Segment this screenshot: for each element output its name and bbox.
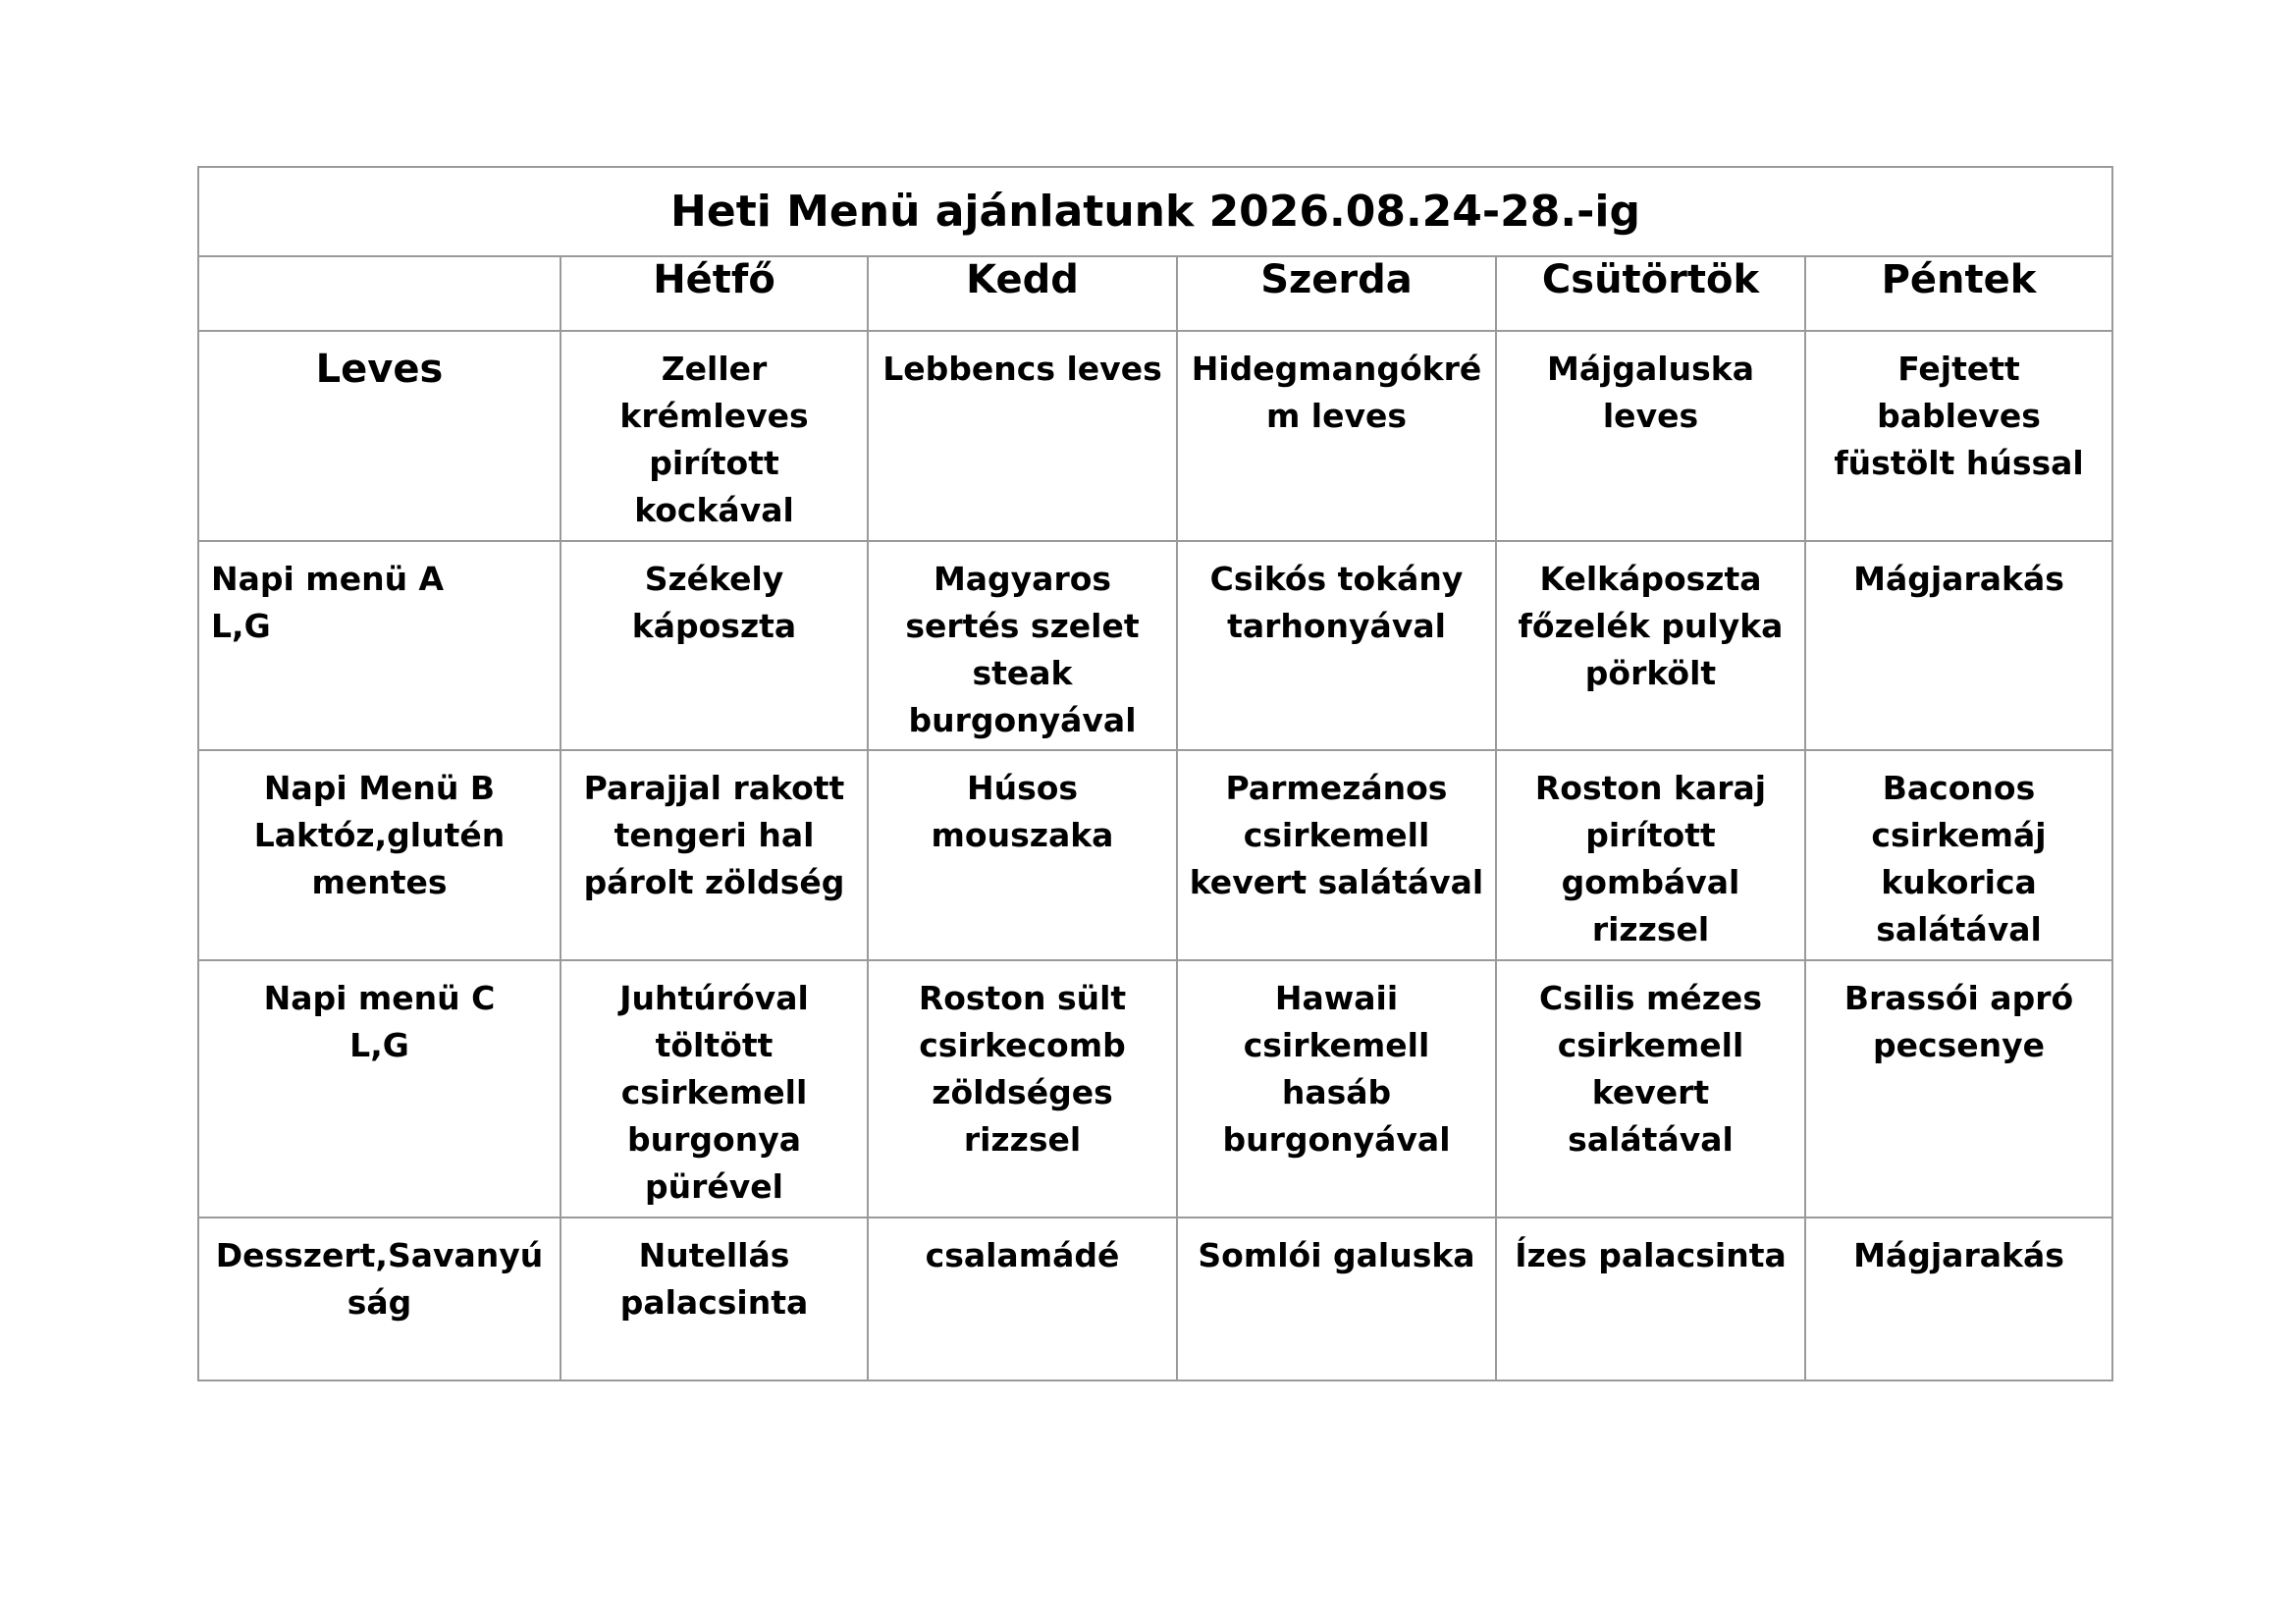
corner-cell — [198, 256, 561, 331]
dish-text: Hidegmangókré m leves — [1191, 350, 1482, 435]
menu-cell-b-tuesday — [868, 750, 1177, 960]
dish-text: Parajjal rakott tengeri hal párolt zöldség — [583, 769, 845, 901]
dish-text: csalamádé — [925, 1236, 1120, 1274]
dish-text: Nutellás palacsinta — [619, 1236, 809, 1322]
menu-cell-soup-tuesday — [868, 331, 1177, 541]
menu-cell-c-thursday — [1496, 960, 1805, 1217]
table-row-menu-c — [198, 960, 2112, 1217]
menu-cell-dessert-monday — [561, 1217, 868, 1380]
menu-cell-dessert-friday — [1805, 1217, 2112, 1380]
menu-cell-soup-wednesday — [1177, 331, 1496, 541]
menu-cell-b-monday — [561, 750, 868, 960]
menu-cell-a-thursday — [1496, 541, 1805, 750]
dish-text: Kelkáposzta főzelék pulyka pörkölt — [1518, 560, 1784, 692]
menu-cell-a-friday — [1805, 541, 2112, 750]
menu-cell-a-tuesday — [868, 541, 1177, 750]
row-label-menu-b — [198, 750, 561, 960]
row-label-text: Desszert,Savanyú ság — [215, 1236, 544, 1322]
menu-cell-soup-thursday — [1496, 331, 1805, 541]
table-row-soup — [198, 331, 2112, 541]
table-row-menu-a — [198, 541, 2112, 750]
dish-text: Brassói apró pecsenye — [1843, 979, 2074, 1064]
menu-cell-b-friday — [1805, 750, 2112, 960]
row-label-text: Napi menü C L,G — [263, 979, 496, 1064]
dish-text: Mágjarakás — [1853, 560, 2064, 598]
day-header-friday: Péntek — [1805, 256, 2112, 331]
dish-text: Baconos csirkemáj kukorica salátával — [1871, 769, 2047, 948]
day-header-row — [198, 256, 2112, 331]
day-header-monday: Hétfő — [561, 256, 868, 331]
row-label-menu-c — [198, 960, 561, 1217]
menu-cell-c-monday — [561, 960, 868, 1217]
title-row — [198, 167, 2112, 256]
menu-cell-soup-friday — [1805, 331, 2112, 541]
dish-text: Csilis mézes csirkemell kevert salátával — [1539, 979, 1762, 1159]
dish-text: Húsos mouszaka — [931, 769, 1114, 854]
row-label-text: Napi menü A L,G — [211, 560, 445, 645]
dish-text: Parmezános csirkemell kevert salátával — [1189, 769, 1484, 901]
dish-text: Fejtett bableves füstölt hússal — [1834, 350, 2084, 482]
row-label-text: Leves — [315, 347, 444, 392]
dish-text: Zeller krémleves pirított kockával — [619, 350, 809, 529]
dish-text: Mágjarakás — [1853, 1236, 2064, 1274]
dish-text: Csikós tokány tarhonyával — [1209, 560, 1464, 645]
table-row-menu-b — [198, 750, 2112, 960]
dish-text: Magyaros sertés szelet steak burgonyával — [905, 560, 1140, 739]
dish-text: Hawaii csirkemell hasáb burgonyával — [1222, 979, 1451, 1159]
day-header-wednesday: Szerda — [1177, 256, 1496, 331]
menu-cell-a-monday — [561, 541, 868, 750]
dish-text: Májgaluska leves — [1547, 350, 1754, 435]
dish-text: Lebbencs leves — [882, 350, 1162, 388]
dish-text: Székely káposzta — [631, 560, 797, 645]
row-label-text: Napi Menü B Laktóz,glutén mentes — [253, 769, 506, 901]
row-label-dessert — [198, 1217, 561, 1380]
row-label-menu-a — [198, 541, 561, 750]
table-row-dessert — [198, 1217, 2112, 1380]
dish-text: Roston karaj pirított gombával rizzsel — [1534, 769, 1767, 948]
menu-cell-c-tuesday — [868, 960, 1177, 1217]
day-header-tuesday: Kedd — [868, 256, 1177, 331]
menu-cell-soup-monday — [561, 331, 868, 541]
menu-cell-dessert-tuesday — [868, 1217, 1177, 1380]
dish-text: Somlói galuska — [1198, 1236, 1475, 1274]
row-label-soup — [198, 331, 561, 541]
menu-title: Heti Menü ajánlatunk 2026.08.24-28.-ig — [198, 167, 2112, 256]
dish-text: Roston sült csirkecomb zöldséges rizzsel — [918, 979, 1127, 1159]
menu-cell-b-wednesday — [1177, 750, 1496, 960]
menu-cell-b-thursday — [1496, 750, 1805, 960]
dish-text: Ízes palacsinta — [1515, 1236, 1787, 1274]
menu-cell-dessert-thursday — [1496, 1217, 1805, 1380]
day-header-thursday: Csütörtök — [1496, 256, 1805, 331]
menu-cell-dessert-wednesday — [1177, 1217, 1496, 1380]
weekly-menu-table — [197, 166, 2113, 1381]
menu-cell-c-wednesday — [1177, 960, 1496, 1217]
menu-cell-a-wednesday — [1177, 541, 1496, 750]
menu-cell-c-friday — [1805, 960, 2112, 1217]
dish-text: Juhtúróval töltött csirkemell burgonya pürével — [619, 979, 809, 1206]
